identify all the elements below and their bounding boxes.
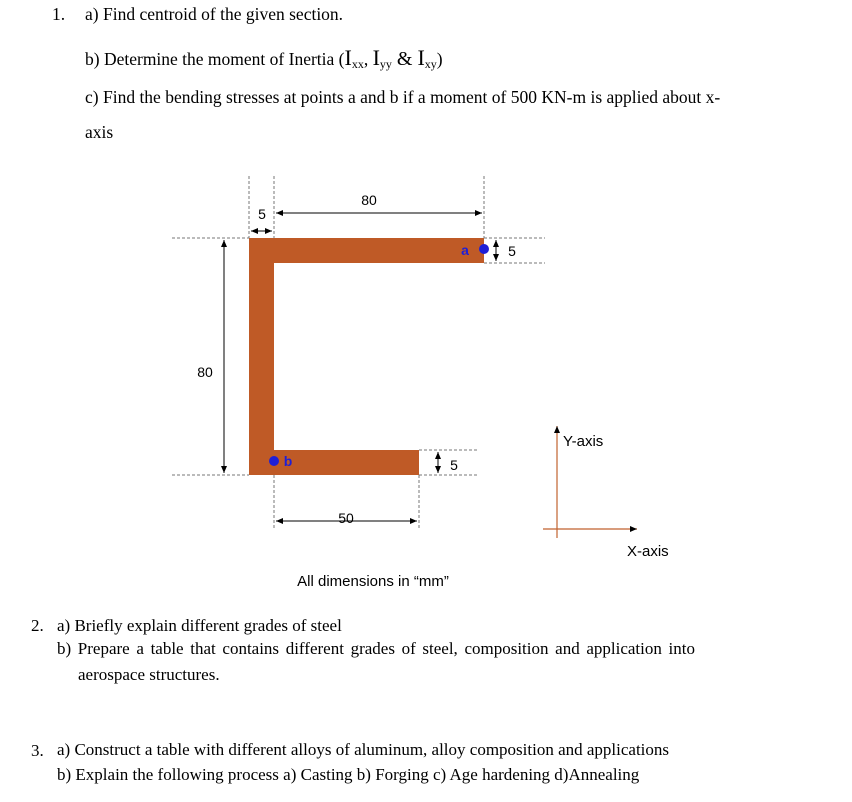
q2-number: 2. [31,616,44,635]
ixy-subscript: xy [424,57,437,71]
q1-part-b-text: b) Determine the moment of Inertia ( [85,49,345,69]
dim-label-top-width: 80 [361,192,377,208]
dim-label-bottom-width: 50 [338,510,354,526]
q1-part-a: a) Find centroid of the given section. [85,4,344,24]
figure-caption: All dimensions in “mm” [297,573,449,590]
q1-part-c-line2: axis [85,122,114,142]
dim-label-bottom-flange-thickness: 5 [450,457,458,473]
iyy-subscript: yy [379,57,392,71]
point-a-marker [479,244,489,254]
ixx-subscript: xx [351,57,364,71]
ixy-symbol: I [417,45,425,70]
point-b-marker [269,456,279,466]
x-axis-label: X-axis [627,543,669,560]
dim-label-height: 80 [197,364,213,380]
q2-part-a: a) Briefly explain different grades of steel [57,616,342,635]
q1-part-c-line1: c) Find the bending stresses at points a and b if a moment of 500 KN-m is applied about x- [85,87,721,107]
dim-label-web-thickness: 5 [258,206,266,222]
top-flange [249,238,484,263]
q1-number: 1. [52,4,66,24]
point-b-label: b [283,453,293,469]
q2-part-b-line1: b) Prepare a table that contains different grades of steel, composition and application into [57,639,695,658]
iyy-symbol: I [372,45,380,70]
ixx-symbol: I [344,45,352,70]
web [249,238,274,475]
q3-part-a: a) Construct a table with different alloys of aluminum, alloy composition and applications [57,740,670,759]
y-axis-label: Y-axis [563,433,604,450]
point-a-label: a [461,242,469,258]
q3-number: 3. [31,741,44,760]
q3-part-b: b) Explain the following process a) Casting b) Forging c) Age hardening d)Annealing [57,765,640,784]
ixx-sep: , [363,49,373,69]
channel-section [249,238,484,475]
ampersand: & [391,48,418,70]
dim-label-top-flange-thickness: 5 [508,243,516,259]
q2-part-b-line2: aerospace structures. [78,665,220,684]
q1-part-b-close: ) [436,49,443,69]
